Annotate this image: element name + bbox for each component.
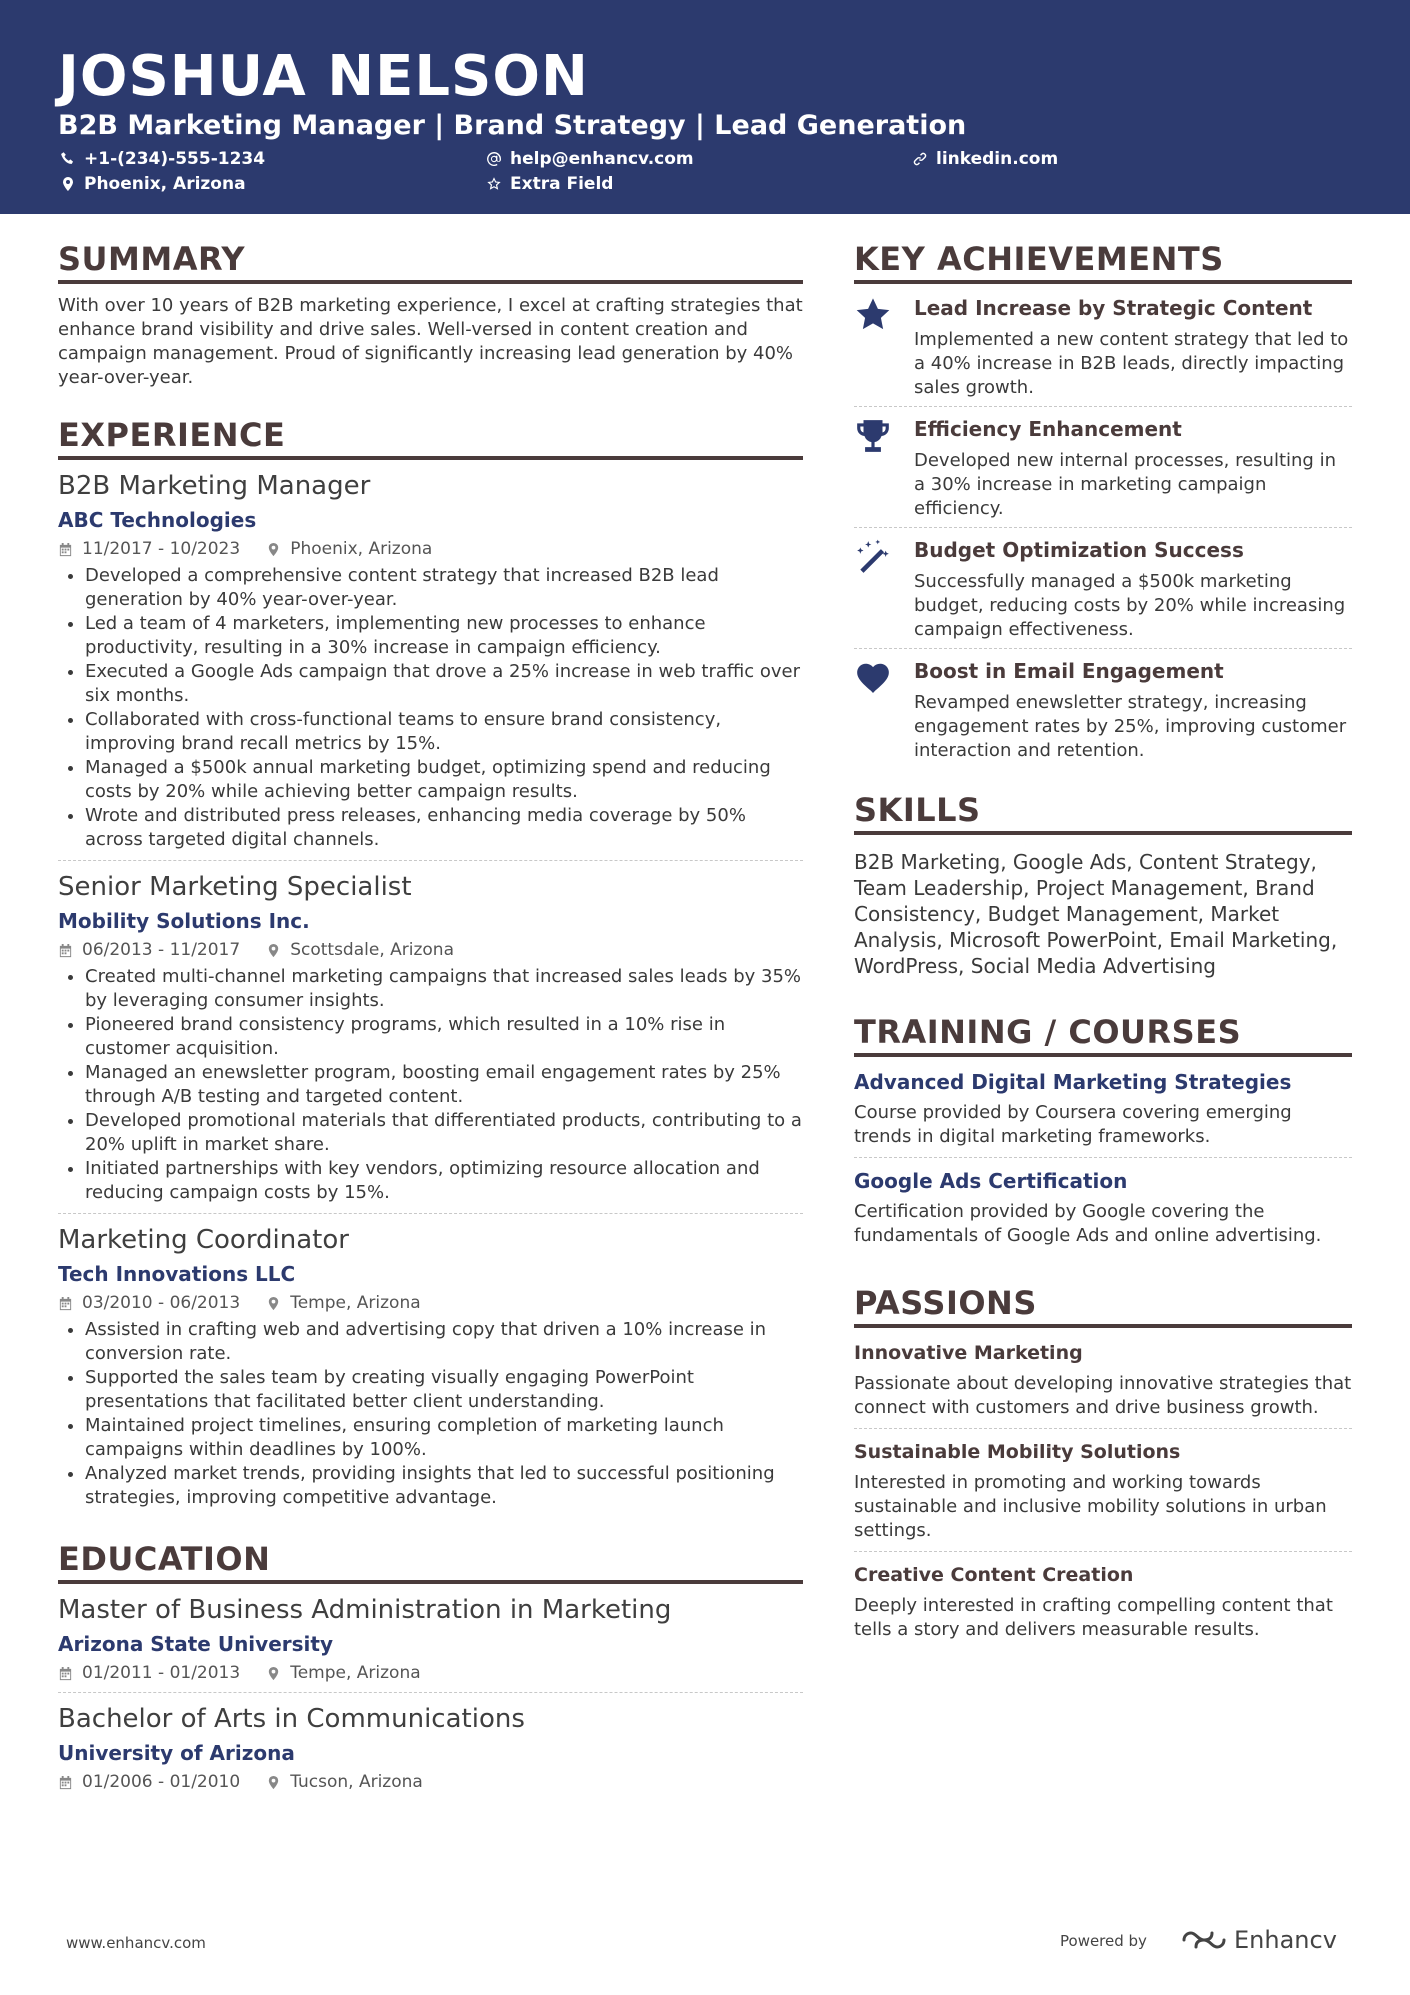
passion-item xyxy=(854,1437,1352,1552)
edu-degree: Master of Business Administration in Marketing xyxy=(58,1595,672,1625)
passion-title: Sustainable Mobility Solutions xyxy=(854,1441,1181,1463)
achievement-desc: Revamped enewsletter strategy, increasing engagement rates by 25%, improving customer interaction and retention. xyxy=(914,692,1347,761)
candidate-name: JOSHUA NELSON xyxy=(58,44,589,109)
job-dates: 11/2017 - 10/2023 xyxy=(82,539,241,559)
calendar-icon xyxy=(58,1775,73,1790)
calendar-icon xyxy=(58,1666,73,1681)
job-dates: 06/2013 - 11/2017 xyxy=(82,940,241,960)
location-pin-icon xyxy=(266,1296,281,1311)
phone-icon xyxy=(60,151,76,167)
job-bullet: • Wrote and distributed press releases, enhancing media coverage by 50% across targeted digital channels. xyxy=(85,804,803,852)
left-column xyxy=(58,240,803,1811)
job-company: ABC Technologies xyxy=(58,508,257,532)
enhancv-logo[interactable] xyxy=(1180,1926,1337,1954)
job-bullet: • Analyzed market trends, providing insights that led to successful positioning strategies, improving competitive advantage. xyxy=(85,1462,803,1510)
passion-title: Creative Content Creation xyxy=(854,1564,1134,1586)
passion-desc: Interested in promoting and working towards sustainable and inclusive mobility solutions in urban settings. xyxy=(854,1472,1327,1541)
achievement-title: Efficiency Enhancement xyxy=(914,417,1182,441)
experience-item xyxy=(58,871,803,1214)
achievement-item xyxy=(854,649,1352,769)
phone-contact xyxy=(60,149,265,169)
job-bullet: • Developed promotional materials that differentiated products, contributing to a 20% uplift in market share. xyxy=(85,1109,803,1157)
achievement-desc: Developed new internal processes, resulting in a 30% increase in marketing campaign efficiency. xyxy=(914,450,1336,519)
location-pin-icon xyxy=(266,542,281,557)
education-heading: EDUCATION xyxy=(58,1540,803,1584)
skills-text: B2B Marketing, Google Ads, Content Strategy, Team Leadership, Project Management, Brand Consistency, Budget Management, Market Analysis, Microsoft PowerPoint, Email Marketing, WordPress, Social Media Advertising xyxy=(854,850,1338,978)
job-location xyxy=(266,939,454,961)
edu-meta xyxy=(58,1771,803,1793)
job-location-text: Phoenix, Arizona xyxy=(290,539,433,559)
phone-text: +1-(234)-555-1234 xyxy=(84,149,266,169)
footer-url[interactable]: www.enhancv.com xyxy=(66,1934,206,1952)
location-text: Phoenix, Arizona xyxy=(84,174,246,194)
job-dates: 03/2010 - 06/2013 xyxy=(82,1293,241,1313)
job-role: Marketing Coordinator xyxy=(58,1225,349,1255)
edu-dates: 01/2011 - 01/2013 xyxy=(82,1663,241,1683)
star-icon xyxy=(854,294,914,400)
job-company: Mobility Solutions Inc. xyxy=(58,909,310,933)
job-role: B2B Marketing Manager xyxy=(58,471,371,501)
job-bullet: • Collaborated with cross-functional teams to ensure brand consistency, improving brand recall metrics by 15%. xyxy=(85,708,803,756)
email-contact[interactable] xyxy=(486,149,694,169)
trophy-icon xyxy=(854,415,914,521)
edu-school: Arizona State University xyxy=(58,1632,333,1656)
achievement-title: Lead Increase by Strategic Content xyxy=(914,296,1313,320)
edu-location xyxy=(266,1662,420,1684)
edu-degree: Bachelor of Arts in Communications xyxy=(58,1704,525,1734)
extra-text: Extra Field xyxy=(510,174,614,194)
calendar-icon xyxy=(58,1296,73,1311)
summary-text: With over 10 years of B2B marketing experience, I excel at crafting strategies that enhance brand visibility and drive sales. Well-versed in content creation and campaign management. Proud of significantly increasing lead generation by 40% year-over-year. xyxy=(58,295,803,388)
edu-location-text: Tucson, Arizona xyxy=(290,1772,423,1792)
course-item xyxy=(854,1166,1352,1256)
education-item xyxy=(58,1703,803,1801)
achievement-item xyxy=(854,528,1352,649)
job-bullet: • Pioneered brand consistency programs, which resulted in a 10% rise in customer acquisition. xyxy=(85,1013,803,1061)
course-desc: Certification provided by Google covering the fundamentals of Google Ads and online advertising. xyxy=(854,1201,1322,1246)
summary-heading: SUMMARY xyxy=(58,240,803,284)
passion-item xyxy=(854,1560,1352,1650)
edu-location xyxy=(266,1771,423,1793)
experience-heading: EXPERIENCE xyxy=(58,416,803,460)
course-desc: Course provided by Coursera covering emerging trends in digital marketing frameworks. xyxy=(854,1102,1292,1147)
job-location-text: Scottsdale, Arizona xyxy=(290,940,454,960)
calendar-icon xyxy=(58,542,73,557)
achievement-title: Boost in Email Engagement xyxy=(914,659,1224,683)
job-meta xyxy=(58,1292,803,1314)
achievement-desc: Successfully managed a $500k marketing budget, reducing costs by 20% while increasing campaign effectiveness. xyxy=(914,571,1346,640)
achievements-heading: KEY ACHIEVEMENTS xyxy=(854,240,1352,284)
enhancv-brand: Enhancv xyxy=(1234,1926,1337,1954)
edu-meta xyxy=(58,1662,803,1684)
job-bullets xyxy=(58,1318,803,1510)
linkedin-contact[interactable] xyxy=(912,149,1058,169)
enhancv-logo-icon xyxy=(1180,1928,1228,1952)
job-bullets xyxy=(58,564,803,852)
job-bullet: • Led a team of 4 marketers, implementing new processes to enhance productivity, resulting in a 30% increase in campaign efficiency. xyxy=(85,612,803,660)
location-contact xyxy=(60,174,246,194)
linkedin-text[interactable]: linkedin.com xyxy=(936,149,1059,169)
training-heading: TRAINING / COURSES xyxy=(854,1013,1352,1057)
heart-icon xyxy=(854,657,914,763)
course-item xyxy=(854,1067,1352,1158)
achievement-item xyxy=(854,407,1352,528)
achievement-desc: Implemented a new content strategy that led to a 40% increase in B2B leads, directly impacting sales growth. xyxy=(914,329,1349,398)
location-pin-icon xyxy=(266,1775,281,1790)
location-pin-icon xyxy=(266,1666,281,1681)
passion-desc: Deeply interested in crafting compelling content that tells a story and delivers measurable results. xyxy=(854,1595,1333,1640)
edu-school: University of Arizona xyxy=(58,1741,295,1765)
job-bullet: • Developed a comprehensive content strategy that increased B2B lead generation by 40% year-over-year. xyxy=(85,564,803,612)
passion-item xyxy=(854,1338,1352,1429)
job-location xyxy=(266,538,432,560)
job-meta xyxy=(58,939,803,961)
location-pin-icon xyxy=(60,176,76,192)
job-bullet: • Executed a Google Ads campaign that drove a 25% increase in web traffic over six months. xyxy=(85,660,803,708)
job-bullet: • Managed an enewsletter program, boosting email engagement rates by 25% through A/B testing and targeted content. xyxy=(85,1061,803,1109)
calendar-icon xyxy=(58,943,73,958)
job-bullet: • Created multi-channel marketing campaigns that increased sales leads by 35% by leveraging consumer insights. xyxy=(85,965,803,1013)
location-pin-icon xyxy=(266,943,281,958)
star-outline-icon xyxy=(486,176,502,192)
right-column xyxy=(854,240,1352,1658)
experience-item xyxy=(58,1224,803,1518)
passion-desc: Passionate about developing innovative strategies that connect with customers and drive business growth. xyxy=(854,1373,1352,1418)
job-bullet: • Assisted in crafting web and advertising copy that driven a 10% increase in conversion rate. xyxy=(85,1318,803,1366)
edu-location-text: Tempe, Arizona xyxy=(290,1663,421,1683)
email-text[interactable]: help@enhancv.com xyxy=(510,149,694,169)
job-bullet: • Supported the sales team by creating visually engaging PowerPoint presentations that facilitated better client understanding. xyxy=(85,1366,803,1414)
job-bullet: • Managed a $500k annual marketing budget, optimizing spend and reducing costs by 20% while achieving better campaign results. xyxy=(85,756,803,804)
job-role: Senior Marketing Specialist xyxy=(58,872,412,902)
job-bullet: • Initiated partnerships with key vendors, optimizing resource allocation and reducing campaign costs by 15%. xyxy=(85,1157,803,1205)
skills-heading: SKILLS xyxy=(854,791,1352,835)
passions-heading: PASSIONS xyxy=(854,1284,1352,1328)
edu-dates: 01/2006 - 01/2010 xyxy=(82,1772,241,1792)
course-title: Advanced Digital Marketing Strategies xyxy=(854,1070,1292,1094)
job-location-text: Tempe, Arizona xyxy=(290,1293,421,1313)
education-item xyxy=(58,1594,803,1693)
magic-wand-icon xyxy=(854,536,914,642)
at-icon xyxy=(486,151,502,167)
achievement-item xyxy=(854,286,1352,407)
link-icon xyxy=(912,151,928,167)
job-location xyxy=(266,1292,420,1314)
footer-powered-by: Powered by xyxy=(1060,1932,1147,1950)
course-title: Google Ads Certification xyxy=(854,1169,1128,1193)
experience-item xyxy=(58,470,803,861)
job-company: Tech Innovations LLC xyxy=(58,1262,296,1286)
extra-contact xyxy=(486,174,613,194)
job-bullet: • Maintained project timelines, ensuring completion of marketing launch campaigns within deadlines by 100%. xyxy=(85,1414,803,1462)
job-bullets xyxy=(58,965,803,1205)
achievement-title: Budget Optimization Success xyxy=(914,538,1244,562)
candidate-title: B2B Marketing Manager | Brand Strategy | Lead Generation xyxy=(58,110,967,141)
job-meta xyxy=(58,538,803,560)
passion-title: Innovative Marketing xyxy=(854,1342,1083,1364)
resume-header xyxy=(0,0,1410,214)
